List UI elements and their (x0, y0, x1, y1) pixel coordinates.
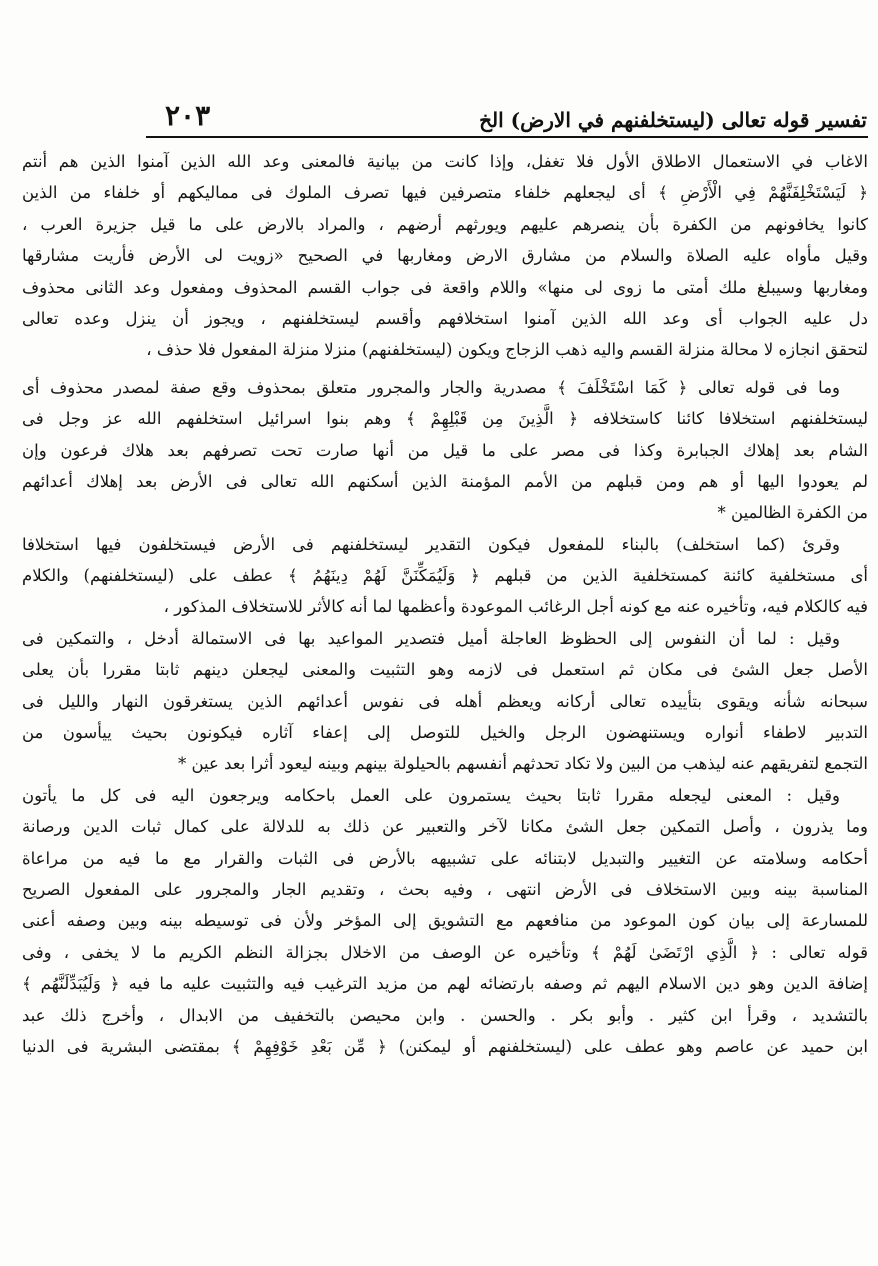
text-line: سبحانه شأنه ويقوى بتأييده تعالى أركانه ويعظم أهله فى نفوس أعدائهم الذين يستغرقون النهار والليل فى (22, 691, 868, 711)
text-line: وما يذرون ، وأصل التمكين جعل الشئ مكانا لآخر والتعبير عن ذلك به للدلالة على كمال ثبات الدين ورصانة (22, 817, 868, 837)
text-line: لتحقق انجازه لا محالة منزلة القسم واليه ذهب الزجاج ويكون (ليستخلفنهم) منزلا منزلة المفعول فلا حذف ، (146, 340, 868, 360)
text-line: إضافة الدين وهو دين الاسلام اليهم ثم وصفه بارتضائه لهم من مزيد الترغيب فيه والتثبيت عليه ما فيه ﴿ وَلَيُبَدِّلَنَّهُم ﴾ (22, 974, 868, 994)
text-line: الشام بعد إهلاك الجبابرة وكذا فى مصر على ما قيل من أنها صارت تحت تصرفهم بعد هلاك فرعون وإن (22, 440, 868, 460)
text-line: ابن حميد عن عاصم وهو عطف على (ليستخلفنهم أو ليمكنن) ﴿ مِّن بَعْدِ خَوْفِهِمْ ﴾ بمقتضى البشرية فى الدنيا (22, 1036, 868, 1056)
text-line: فيه كالكلام فيه، وتأخيره عنه مع كونه أجل الرغائب الموعودة وأعظمها لما أنه كالأثر للاستخلاف المذكور ، (163, 597, 868, 617)
text-line: دل عليه الجواب أى وعد الله الذين آمنوا استخلافهم وأقسم ليستخلفنهم ، ويجوز أن ينزل وعده تعالى (22, 308, 868, 328)
text-line: أحكامه وسلامته عن التغيير والتبديل لابتنائه على تشبيهه بالأرض فى الثبات والقرار مع ما فيه من مراعاة (22, 848, 868, 868)
text-line: من الكفرة الظالمين * (717, 503, 868, 523)
text-line: المناسبة بينه وبين الاستخلاف فى الأرض انتهى ، وفيه بحث ، وتقديم الجار والمجرور على المفعول الصريح (22, 879, 868, 899)
text-line: ومغاربها وسيبلغ ملك أمتى ما زوى لى منها» واللام واقعة فى جواب القسم المحذوف ومفعول وعد الثانى محذوف (22, 277, 868, 297)
text-line: أى مستخلفية كائنة كمستخلفية الذين من قبلهم ﴿ وَلَيُمَكِّنَنَّ لَهُمْ دِينَهُمُ ﴾ عطف على (ليستخلفنهم) والكلام (22, 566, 868, 586)
text-line: التجمع لتفريقهم عنه ليذهب من البين ولا تكاد تحدثهم أنفسهم بالحيلولة بينهم وبينه ليعود أثرا بعد عين * (177, 754, 868, 774)
page-header (155, 90, 867, 132)
text-line: وما فى قوله تعالى ﴿ كَمَا اسْتَخْلَفَ ﴾ مصدرية والجار والمجرور متعلق بمحذوف وقع صفة لمصدر محذوف أى (22, 377, 840, 397)
text-line: التدبير لاطفاء أنواره ويستنهضون الرجل والخيل للتوصل إلى إعفاء آثاره فيكونون بحيث ييأسون من (22, 723, 868, 743)
text-line: للمسارعة إلى بيان كون الموعود من منافعهم مع التشويق إلى المؤخر ولأن فى توسيطه بينه وبين وصفه أعنى (22, 911, 868, 931)
text-line: وقيل : المعنى ليجعله مقررا ثابتا بحيث يستمرون على العمل باحكامه ويرجعون اليه فى كل ما يأتون (22, 785, 840, 805)
text-line: كانوا يخافونهم من الكفرة بأن ينصرهم عليهم ويورثهم أرضهم ، والمراد بالارض على ما قيل جزيرة العرب ، (22, 214, 868, 234)
text-line: وقيل : لما أن النفوس إلى الحظوظ العاجلة أميل فتصدير المواعيد بها فى الاستمالة أدخل ، والتمكين فى (22, 628, 840, 648)
text-line: وقيل مأواه عليه الصلاة والسلام من مشارق الارض ومغاربها في الصحيح «زويت لى الأرض فأريت مشارقها (22, 246, 868, 266)
text-line: قوله تعالى : ﴿ الَّذِي ارْتَضَىٰ لَهُمْ ﴾ وتأخيره عن الوصف من الاخلال بجزالة النظم الكريم ما لا يخفى ، وفى (22, 942, 868, 962)
body-text (22, 146, 868, 1216)
header-divider (146, 136, 868, 138)
text-line: ليستخلفنهم استخلافا كائنا كاستخلافه ﴿ الَّذِينَ مِن قَبْلِهِمْ ﴾ وهم بنوا اسرائيل استخلفهم الله عز وجل فى (22, 409, 868, 429)
text-line: لم يعودوا اليها أو هم ومن قبلهم من الأمم المؤمنة الذين أسكنهم الله تعالى فى الأرض بعد إهلاك أعدائهم (22, 471, 868, 491)
text-line: الاغاب في الاستعمال الاطلاق الأول فلا تغفل، وإذا كانت من بيانية فالمعنى وعد الله الذين آمنوا الذين هم أنتم (22, 152, 868, 171)
text-line: الأصل جعل الشئ فى مكان ثم استعمل فى لازمه وهو التثبيت والمعنى ليجعلن دينهم ثابتا مقررا بأن يعلى (22, 660, 868, 680)
running-title: تفسير قوله تعالى (ليستخلفنهم في الارض) الخ (479, 108, 867, 132)
text-line: بالتشديد ، وقرأ ابن كثير . وأبو بكر . والحسن . وابن محيصن بالتخفيف من الابدال ، وأخرج ذلك عبد (22, 1005, 868, 1025)
text-line: وقرئ (كما استخلف) بالبناء للمفعول فيكون التقدير ليستخلفنهم فى الأرض فيستخلفون فيها استخلافا (22, 534, 840, 554)
page-number: ٢٠٣ (165, 99, 211, 132)
text-line: ﴿ لَيَسْتَخْلِفَنَّهُمْ فِي الْأَرْضِ ﴾ أى ليجعلهم خلفاء متصرفين فيها تصرف الملوك فى مماليكهم أو خلفاء من الذين (22, 183, 868, 203)
